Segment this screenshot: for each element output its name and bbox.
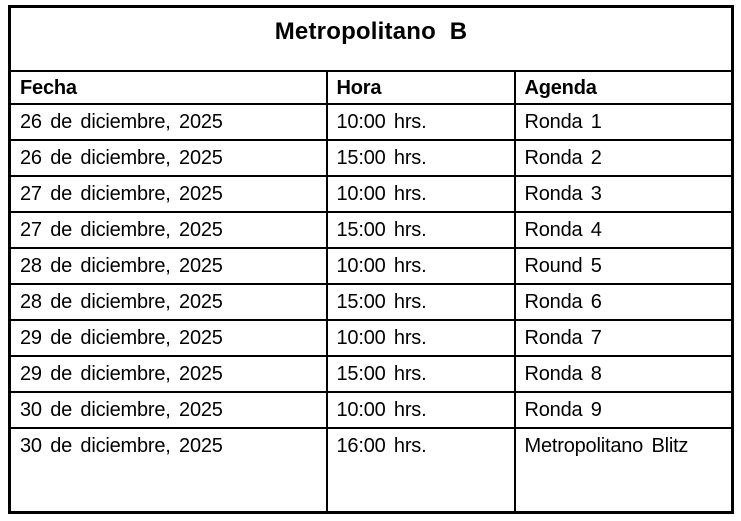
column-header-fecha: Fecha — [10, 71, 327, 104]
cell-agenda: Ronda 7 — [515, 320, 733, 356]
cell-agenda: Round 5 — [515, 248, 733, 284]
cell-hora: 10:00 hrs. — [327, 320, 515, 356]
cell-fecha: 30 de diciembre, 2025 — [10, 392, 327, 428]
cell-hora: 10:00 hrs. — [327, 176, 515, 212]
table-row — [10, 104, 733, 140]
cell-agenda: Ronda 8 — [515, 356, 733, 392]
cell-agenda: Metropolitano Blitz — [515, 428, 733, 513]
cell-agenda: Ronda 4 — [515, 212, 733, 248]
table-row — [10, 356, 733, 392]
table-row — [10, 320, 733, 356]
cell-agenda: Ronda 1 — [515, 104, 733, 140]
cell-fecha: 27 de diciembre, 2025 — [10, 212, 327, 248]
cell-fecha: 29 de diciembre, 2025 — [10, 320, 327, 356]
cell-agenda: Ronda 6 — [515, 284, 733, 320]
table-row — [10, 248, 733, 284]
cell-agenda: Ronda 9 — [515, 392, 733, 428]
cell-hora: 10:00 hrs. — [327, 392, 515, 428]
column-header-hora: Hora — [327, 71, 515, 104]
table-row — [10, 140, 733, 176]
cell-agenda: Ronda 2 — [515, 140, 733, 176]
table-row — [10, 176, 733, 212]
cell-fecha: 28 de diciembre, 2025 — [10, 248, 327, 284]
cell-fecha: 26 de diciembre, 2025 — [10, 104, 327, 140]
title-row — [10, 7, 733, 71]
cell-hora: 15:00 hrs. — [327, 284, 515, 320]
cell-hora: 15:00 hrs. — [327, 212, 515, 248]
header-row — [10, 71, 733, 104]
cell-fecha: 30 de diciembre, 2025 — [10, 428, 327, 513]
table-row — [10, 212, 733, 248]
cell-fecha: 27 de diciembre, 2025 — [10, 176, 327, 212]
cell-agenda: Ronda 3 — [515, 176, 733, 212]
cell-hora: 15:00 hrs. — [327, 356, 515, 392]
cell-hora: 10:00 hrs. — [327, 248, 515, 284]
table-row — [10, 428, 733, 513]
cell-fecha: 26 de diciembre, 2025 — [10, 140, 327, 176]
column-header-agenda: Agenda — [515, 71, 733, 104]
table-title: Metropolitano B — [10, 7, 733, 71]
table-row — [10, 392, 733, 428]
cell-fecha: 29 de diciembre, 2025 — [10, 356, 327, 392]
cell-hora: 10:00 hrs. — [327, 104, 515, 140]
schedule-table — [8, 5, 734, 514]
table-row — [10, 284, 733, 320]
cell-hora: 16:00 hrs. — [327, 428, 515, 513]
cell-fecha: 28 de diciembre, 2025 — [10, 284, 327, 320]
cell-hora: 15:00 hrs. — [327, 140, 515, 176]
